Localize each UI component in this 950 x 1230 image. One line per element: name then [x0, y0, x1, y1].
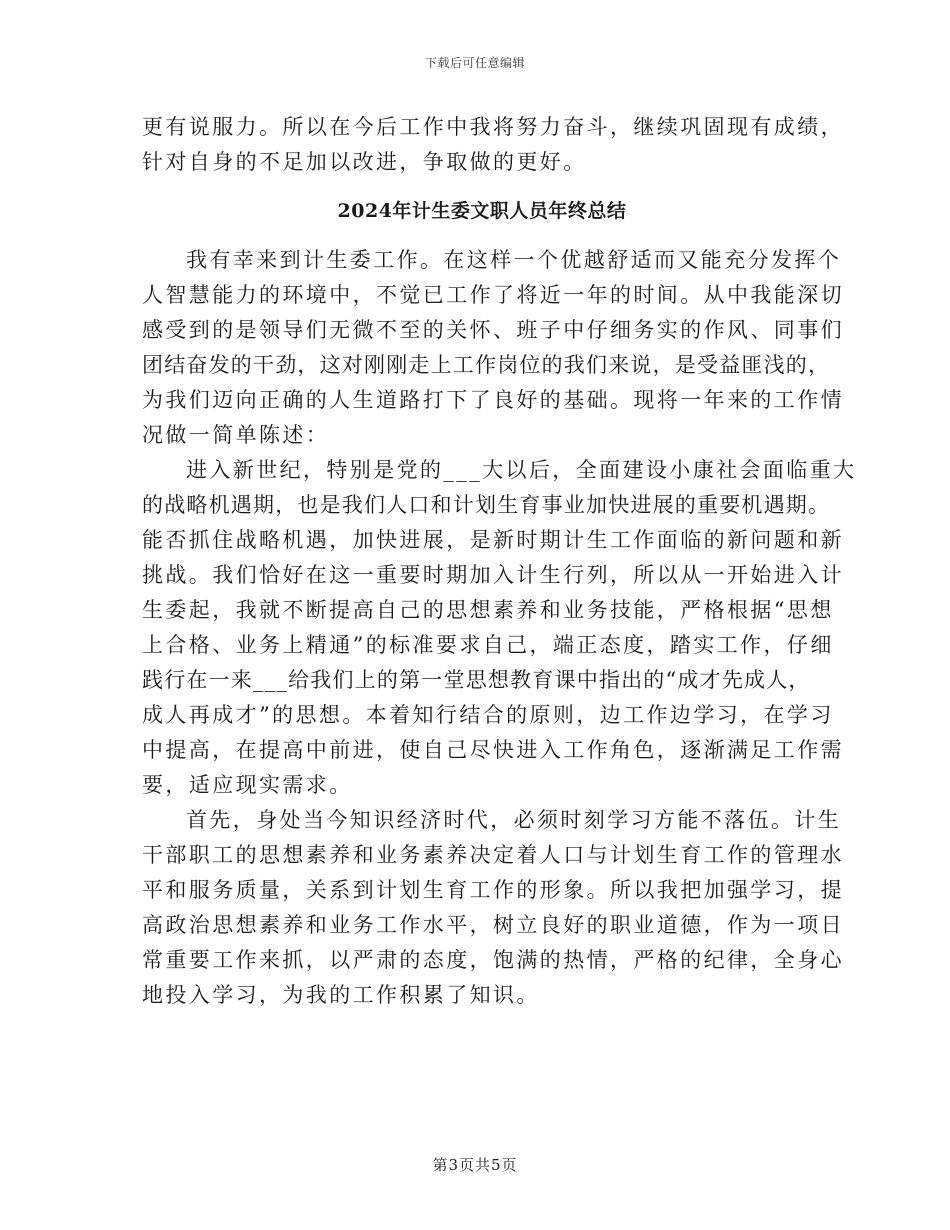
text-line: 的战略机遇期，也是我们人口和计划生育事业加快进展的重要机遇期。: [142, 493, 831, 517]
intro-paragraph: [142, 110, 844, 180]
paragraph-2: [142, 453, 857, 803]
text-line: 感受到的是领导们无微不至的关怀、班子中仔细务实的作风、同事们: [142, 318, 844, 342]
text-line: 践行在一来___给我们上的第一堂思想教育课中指出的“成才先成人，: [142, 668, 811, 692]
text-line: 我有幸来到计生委工作。在这样一个优越舒适而又能充分发挥个: [186, 248, 842, 272]
text-line: 首先，身处当今知识经济时代，必须时刻学习方能不落伍。计生: [186, 808, 842, 832]
text-line: 为我们迈向正确的人生道路打下了良好的基础。现将一年来的工作情: [142, 388, 844, 412]
document-body: [142, 110, 857, 1013]
text-line: 干部职工的思想素养和业务素养决定着人口与计划生育工作的管理水: [142, 843, 844, 867]
text-line: 挑战。我们恰好在这一重要时期加入计生行列，所以从一开始进入计: [142, 563, 844, 587]
text-line: 更有说服力。所以在今后工作中我将努力奋斗，继续巩固现有成绩，: [142, 115, 844, 139]
text-line: 中提高，在提高中前进，使自己尽快进入工作角色，逐渐满足工作需: [142, 738, 844, 762]
text-line: 况做一简单陈述：: [142, 423, 330, 447]
text-line: 进入新世纪，特别是党的___大以后，全面建设小康社会面临重大: [186, 458, 857, 482]
text-line: 人智慧能力的环境中，不觉已工作了将近一年的时间。从中我能深切: [142, 283, 844, 307]
text-line: 地投入学习，为我的工作积累了知识。: [142, 983, 540, 1007]
text-line: 针对自身的不足加以改进，争取做的更好。: [142, 150, 587, 174]
text-line: 团结奋发的干劲，这对刚刚走上工作岗位的我们来说，是受益匪浅的，: [142, 353, 831, 377]
text-line: 生委起，我就不断提高自己的思想素养和业务技能，严格根据“思想: [142, 598, 834, 622]
header-note: 下载后可任意编辑: [424, 56, 525, 70]
text-line: 平和服务质量，关系到计划生育工作的形象。所以我把加强学习，提: [142, 878, 844, 902]
text-line: 成人再成才”的思想。本着知行结合的原则，边工作边学习，在学习: [142, 703, 834, 727]
paragraph-1: [142, 243, 844, 453]
paragraph-3: [142, 803, 844, 1013]
page-number: 第3页共5页: [432, 1156, 518, 1174]
section-title: 2024年计生委文职人员年终总结: [337, 200, 627, 222]
text-line: 高政治思想素养和业务工作水平，树立良好的职业道德，作为一项日: [142, 913, 844, 937]
text-line: 常重要工作来抓，以严肃的态度，饱满的热情，严格的纪律，全身心: [142, 948, 844, 972]
text-line: 上合格、业务上精通”的标准要求自己，端正态度，踏实工作，仔细: [142, 633, 834, 657]
text-line: 能否抓住战略机遇，加快进展，是新时期计生工作面临的新问题和新: [142, 528, 844, 552]
text-line: 要，适应现实需求。: [142, 773, 353, 797]
